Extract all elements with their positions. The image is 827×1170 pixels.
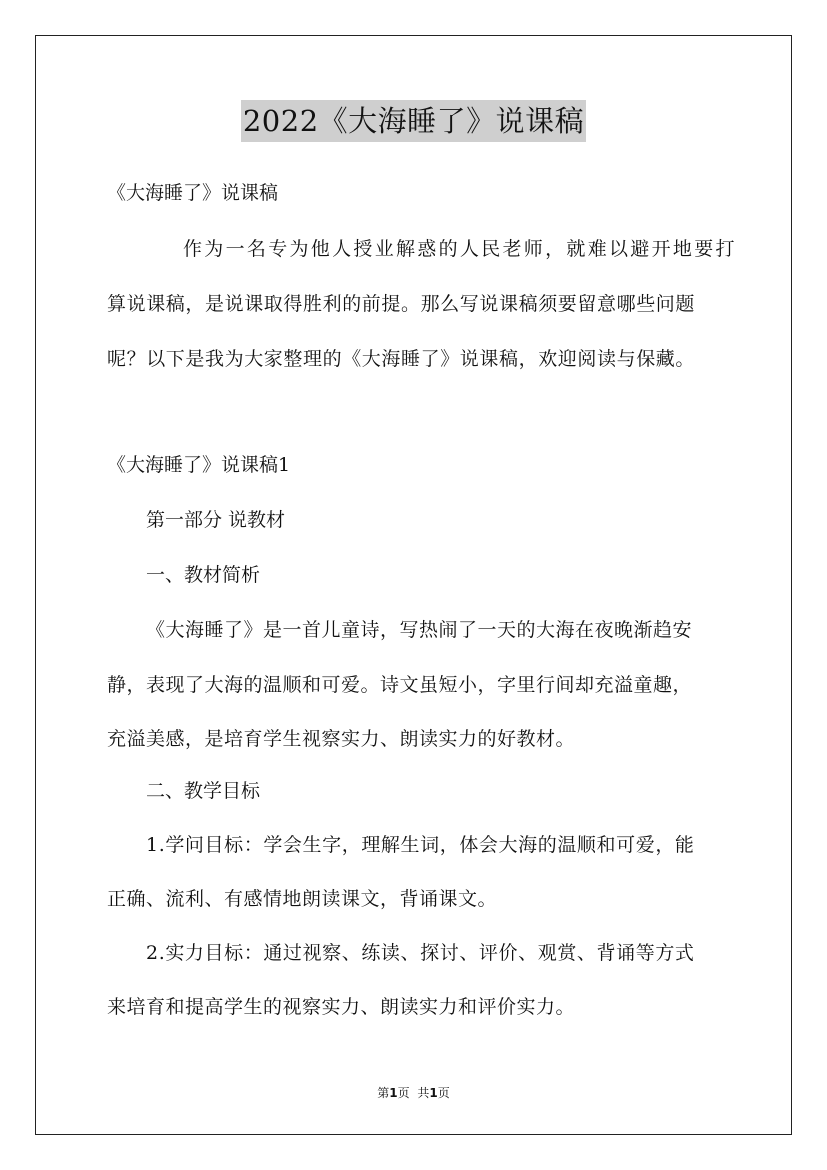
goal-2-line-1: 2.实力目标：通过视察、练读、探讨、评价、观赏、背诵等方式 — [146, 942, 695, 964]
page-prefix: 第 — [377, 1086, 390, 1100]
intro-line-2: 算说课稿，是说课取得胜利的前提。那么写说课稿须要留意哪些问题 — [107, 293, 696, 315]
paragraph-1-line-2: 静，表现了大海的温顺和可爱。诗文虽短小，字里行间却充溢童趣， — [107, 674, 693, 696]
goal-2-line-2: 来培育和提高学生的视察实力、朗读实力和评价实力。 — [107, 996, 576, 1018]
paragraph-1-line-3: 充溢美感，是培育学生视察实力、朗读实力的好教材。 — [107, 728, 576, 750]
goal-1-line-2: 正确、流利、有感情地朗读课文，背诵课文。 — [107, 888, 498, 910]
document-title: 2022《大海睡了》说课稿 — [241, 100, 586, 142]
total-pages: 1 — [429, 1086, 438, 1100]
page-number: 1 — [389, 1086, 398, 1100]
subheading-2: 二、教学目标 — [146, 780, 261, 802]
subheading-1: 一、教材简析 — [146, 564, 261, 586]
page-footer — [0, 1084, 827, 1101]
title-container — [0, 100, 827, 142]
section-heading: 《大海睡了》说课稿1 — [107, 454, 291, 476]
part-heading: 第一部分 说教材 — [146, 509, 286, 531]
goal-1-line-1: 1.学问目标：学会生字，理解生词，体会大海的温顺和可爱，能 — [146, 834, 695, 856]
intro-line-3: 呢？以下是我为大家整理的《大海睡了》说课稿，欢迎阅读与保藏。 — [107, 348, 696, 370]
total-prefix: 共 — [417, 1086, 430, 1100]
subtitle-line: 《大海睡了》说课稿 — [107, 182, 279, 204]
intro-line-1: 作为一名专为他人授业解惑的人民老师，就难以避开地要打 — [183, 238, 737, 260]
page-suffix: 页 — [397, 1086, 410, 1100]
total-suffix: 页 — [437, 1086, 450, 1100]
paragraph-1-line-1: 《大海睡了》是一首儿童诗，写热闹了一天的大海在夜晚渐趋安 — [146, 619, 693, 641]
